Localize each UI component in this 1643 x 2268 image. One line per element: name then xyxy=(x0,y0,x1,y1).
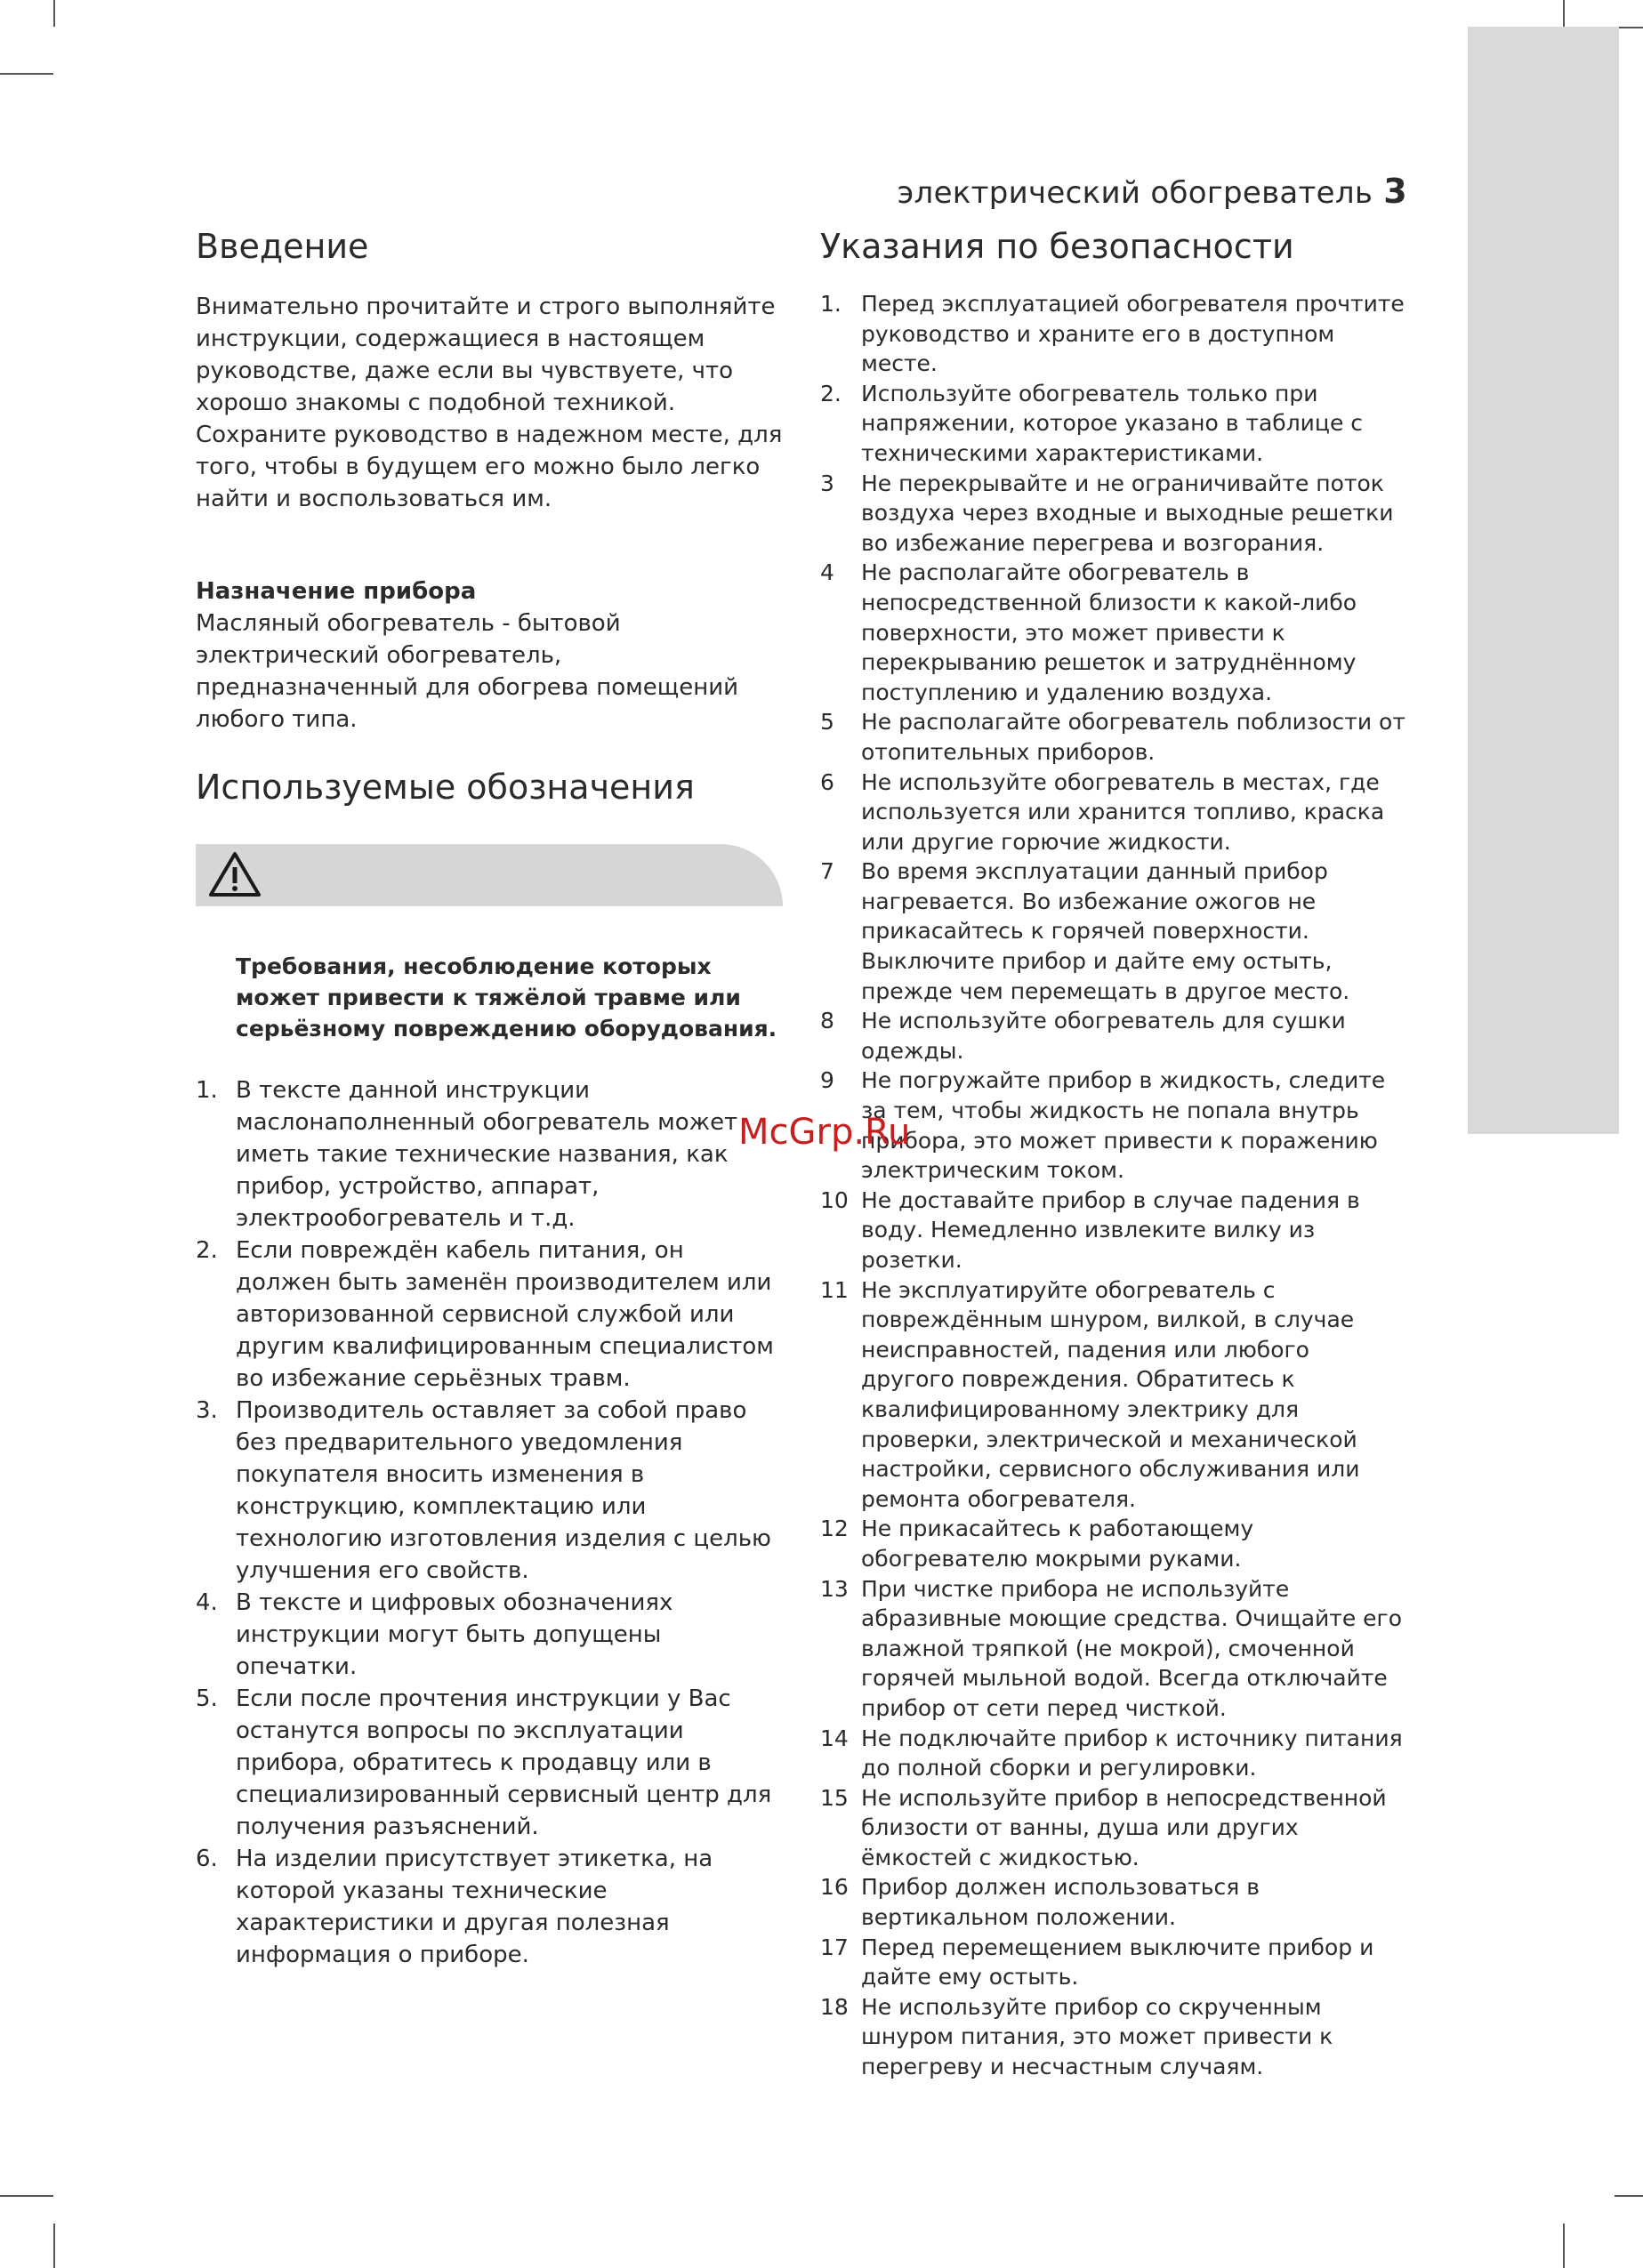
list-item: 9 Не погружайте прибор в жидкость, следите за тем, чтобы жидкость не попала внутрь прибора, это может привести к поражению электрическим током. xyxy=(820,1067,1386,1184)
crop-mark xyxy=(0,73,53,75)
intro-text: Внимательно прочитайте и строго выполняйте инструкции, содержащиеся в настоящем руководстве, даже если вы чувствуете, что хорошо знакомы с подобной техникой. Сохраните руководство в надежном месте, для того, чтобы в будущем его можно было легко найти и воспользоваться им. xyxy=(196,294,783,512)
list-item: 17 Перед перемещением выключите прибор и дайте ему остыть. xyxy=(820,1934,1374,1991)
list-item: 4 Не располагайте обогреватель в непосредственной близости к какой-либо поверхности, это может привести к перекрыванию решеток и затруднённому поступлению и удалению воздуха. xyxy=(820,559,1357,705)
list-item: 4. В тексте и цифровых обозначениях инструкции могут быть допущены опечатки. xyxy=(196,1589,673,1680)
symbols-heading: Используемые обозначения xyxy=(196,768,695,807)
list-item: 5. Если после прочтения инструкции у Вас останутся вопросы по эксплуатации прибора, обратитесь к продавцу или в специализированный сервисный центр для получения разъяснений. xyxy=(196,1685,772,1840)
list-item: 16 Прибор должен использоваться в вертикальном положении. xyxy=(820,1874,1260,1931)
intro-heading: Введение xyxy=(196,227,369,266)
crop-mark xyxy=(1563,0,1565,27)
header-title: электрический обогреватель xyxy=(897,175,1373,211)
warning-text: Требования, несоблюдение которых может привести к тяжёлой травме или серьёзному повреждению оборудования. xyxy=(236,953,777,1042)
list-item: 18 Не используйте прибор со скрученным шнуром питания, это может привести к перегреву и несчастным случаям. xyxy=(820,1993,1333,2080)
purpose-heading: Назначение прибора xyxy=(196,578,477,605)
list-item: 2. Используйте обогреватель только при напряжении, которое указано в таблице с техническими характеристиками. xyxy=(820,380,1364,466)
list-item: 3. Производитель оставляет за собой право без предварительного уведомления покупателя вносить изменения в конструкцию, комплектацию или технологию изготовления изделия с целью улучшения его свойств. xyxy=(196,1397,771,1584)
list-item: 11 Не эксплуатируйте обогреватель с повреждённым шнуром, вилкой, в случае неисправностей, падения или любого другого повреждения. Обратитесь к квалифицированному электрику для проверки, электрической и механической настройки, сервисного обслуживания или ремонта обогревателя. xyxy=(820,1276,1360,1512)
list-item: 12 Не прикасайтесь к работающему обогревателю мокрыми руками. xyxy=(820,1516,1254,1572)
right-column xyxy=(820,227,1407,2082)
left-column xyxy=(196,227,783,1971)
list-item: 7 Во время эксплуатации данный прибор нагревается. Во избежание ожогов не прикасайтесь к горячей поверхности. Выключите прибор и дайте ему остыть, прежде чем перемещать в другое место. xyxy=(820,858,1350,1004)
list-item: 15 Не используйте прибор в непосредственной близости от ванны, душа или других ёмкостей с жидкостью. xyxy=(820,1784,1387,1870)
list-item: 8 Не используйте обогреватель для сушки одежды. xyxy=(820,1008,1346,1064)
crop-mark xyxy=(1563,2224,1565,2268)
crop-mark xyxy=(53,0,55,27)
list-item: 5 Не располагайте обогреватель поблизости от отопительных приборов. xyxy=(820,709,1405,765)
page-number: 3 xyxy=(1383,172,1407,211)
warning-bar xyxy=(196,844,783,906)
warning-triangle-icon xyxy=(208,851,262,897)
list-item: 10 Не доставайте прибор в случае падения в воду. Немедленно извлеките вилку из розетки. xyxy=(820,1186,1360,1273)
list-item: 6 Не используйте обогреватель в местах, где используется или хранится топливо, краска или другие горючие жидкости. xyxy=(820,768,1385,855)
safety-heading: Указания по безопасности xyxy=(820,227,1294,266)
crop-mark xyxy=(53,2224,55,2268)
list-item: 13 При чистке прибора не используйте абразивные моющие средства. Очищайте его влажной тряпкой (не мокрой), смоченной горячей мыльной водой. Всегда отключайте прибор от сети перед чисткой. xyxy=(820,1575,1402,1721)
list-item: 3 Не перекрывайте и не ограничивайте поток воздуха через входные и выходные решетки во избежание перегрева и возгорания. xyxy=(820,470,1394,556)
list-item: 1. Перед эксплуатацией обогревателя прочтите руководство и храните его в доступном месте. xyxy=(820,291,1405,377)
general-list xyxy=(196,1074,783,1971)
crop-mark xyxy=(0,2195,53,2197)
watermark: McGrp.Ru xyxy=(738,1112,911,1153)
side-tab xyxy=(1468,27,1619,1134)
list-item: 14 Не подключайте прибор к источнику питания до полной сборки и регулировки. xyxy=(820,1725,1403,1781)
page-header xyxy=(898,172,1407,211)
list-item: 2. Если повреждён кабель питания, он должен быть заменён производителем или авторизованной сервисной службой или другим квалифицированным специалистом во избежание серьёзных травм. xyxy=(196,1237,774,1392)
list-item: 1. В тексте данной инструкции маслонаполненный обогреватель может иметь такие технические названия, как прибор, устройство, аппарат, электрообогреватель и т.д. xyxy=(196,1077,738,1232)
crop-mark xyxy=(1615,2195,1643,2197)
list-item: 6. На изделии присутствует этикетка, на которой указаны технические характеристики и другая полезная информация о приборе. xyxy=(196,1846,713,1968)
purpose-text: Масляный обогреватель - бытовой электрический обогреватель, предназначенный для обогрева помещений любого типа. xyxy=(196,610,739,733)
safety-list xyxy=(820,289,1407,2082)
